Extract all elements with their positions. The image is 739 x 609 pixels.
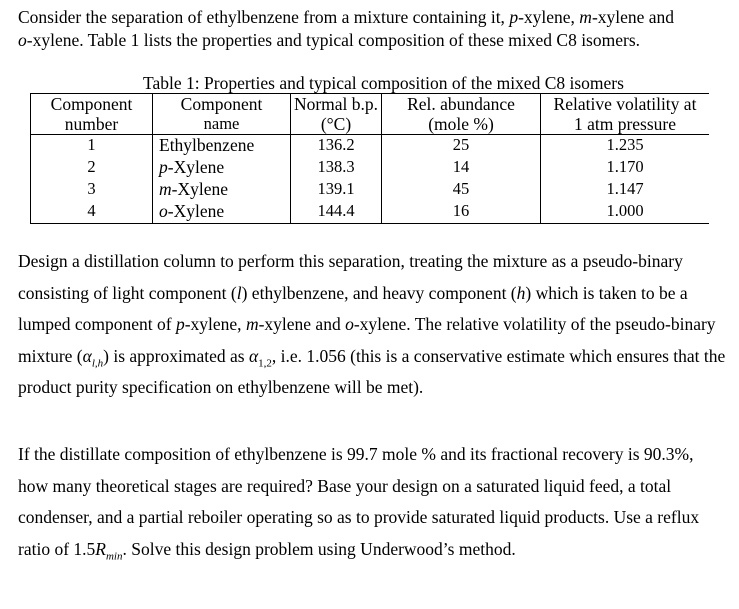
- alpha-subscript: 1,2: [258, 357, 272, 370]
- cell-number: 1: [31, 135, 153, 158]
- intro-text: [18, 6, 730, 52]
- intro-text-part: -xylene. Table 1 lists the properties and typical composition of these mixed C8 isomers.: [26, 30, 641, 50]
- cell-abundance: 16: [382, 201, 541, 224]
- cell-name-prefix: m: [159, 179, 172, 199]
- para-text: . Solve this design problem using Underwood’s method.: [122, 538, 516, 559]
- header-relative-volatility: Relative volatility at: [541, 94, 710, 115]
- intro-text-part: -xylene,: [518, 7, 580, 27]
- alpha-subscript: l,h: [91, 357, 104, 370]
- para-text: If the distillate composition of ethylbenzene is 99.7 mole % and its fractional recovery is 90.3%, how many theoretical stages are required? Base your design on a saturated liquid feed, a total condenser, and a partial reboiler operating so as to provide saturated liquid products. Use a reflux ratio of 1.5: [18, 444, 700, 559]
- cell-name-text: -Xylene: [167, 157, 225, 177]
- cell-name: [153, 157, 291, 179]
- para-text: , i.e. 1.056 (this is a conservative estimate which ensures that the product purity specification on ethylbenzene will be met).: [18, 345, 726, 398]
- table-caption: Table 1: Properties and typical composition of the mixed C8 isomers: [143, 73, 624, 93]
- alpha-symbol: α: [248, 345, 259, 366]
- cell-bp: 138.3: [291, 157, 382, 179]
- cell-name-prefix: o: [159, 201, 168, 221]
- cell-name-text: -Xylene: [167, 201, 225, 221]
- intro-italic-o: o: [18, 30, 27, 50]
- table-row: [31, 179, 710, 201]
- header-component-name: Component: [153, 94, 291, 115]
- para-text: ) ethylbenzene, and heavy component (: [241, 282, 517, 303]
- cell-bp: 136.2: [291, 135, 382, 158]
- para-text: -xylene,: [184, 314, 246, 335]
- cell-abundance: 25: [382, 135, 541, 158]
- cell-name: [153, 135, 291, 158]
- header-normal-bp-unit: (°C): [291, 114, 382, 135]
- cell-name-text: Ethylbenzene: [159, 135, 255, 155]
- header-normal-bp: Normal b.p.: [291, 94, 382, 115]
- properties-table: [30, 93, 709, 224]
- para-text: -xylene. The relative volatility of the pseudo-binary mixture (: [18, 314, 716, 366]
- cell-number: 3: [31, 179, 153, 201]
- intro-italic-m: m: [579, 7, 592, 27]
- header-component-number-line2: number: [31, 114, 153, 135]
- para-italic: l: [236, 282, 242, 303]
- intro-text-part: -xylene and: [591, 7, 675, 27]
- table-row: [31, 135, 710, 158]
- cell-abundance: 14: [382, 157, 541, 179]
- table-header-row: [31, 114, 710, 135]
- cell-name-text: -Xylene: [171, 179, 229, 199]
- question-paragraph: [18, 439, 728, 565]
- table-header-row: [31, 94, 710, 115]
- para-text: -xylene and: [258, 314, 346, 335]
- para-text: ) which is taken to be a lumped component of: [18, 282, 688, 335]
- alpha-symbol: α: [82, 345, 92, 366]
- cell-name: [153, 201, 291, 224]
- header-component-number: Component: [31, 94, 153, 115]
- table-row: [31, 201, 710, 224]
- cell-volatility: 1.147: [606, 179, 644, 198]
- intro-italic-p: p: [509, 7, 519, 27]
- para-italic: h: [516, 282, 526, 303]
- reflux-symbol: R: [95, 538, 106, 559]
- para-text: ) is approximated as: [103, 345, 249, 366]
- para-text: Design a distillation column to perform this separation, treating the mixture as a pseudo-binary consisting of light component (: [18, 251, 683, 303]
- para-italic: m: [245, 314, 259, 335]
- cell-name: [153, 179, 291, 201]
- cell-bp: 139.1: [291, 179, 382, 201]
- cell-volatility: 1.000: [541, 201, 710, 224]
- header-component-name-line2: name: [153, 114, 291, 135]
- intro-text-part: Consider the separation of ethylbenzene from a mixture containing it,: [18, 7, 510, 27]
- para-italic: p: [175, 314, 185, 335]
- table-row: [31, 157, 710, 179]
- header-rel-abundance: Rel. abundance: [382, 94, 541, 115]
- reflux-subscript: min: [105, 550, 123, 563]
- para-italic: o: [345, 314, 354, 335]
- cell-volatility: 1.235: [606, 135, 644, 154]
- header-relative-volatility-line2: 1 atm pressure: [541, 114, 710, 135]
- design-paragraph: [18, 246, 728, 404]
- header-rel-abundance-unit: (mole %): [382, 114, 541, 135]
- cell-number: 4: [31, 201, 153, 224]
- cell-name-prefix: p: [159, 157, 168, 177]
- cell-bp: 144.4: [291, 201, 382, 224]
- cell-volatility: 1.170: [606, 157, 644, 176]
- cell-abundance: 45: [382, 179, 541, 201]
- cell-number: 2: [31, 157, 153, 179]
